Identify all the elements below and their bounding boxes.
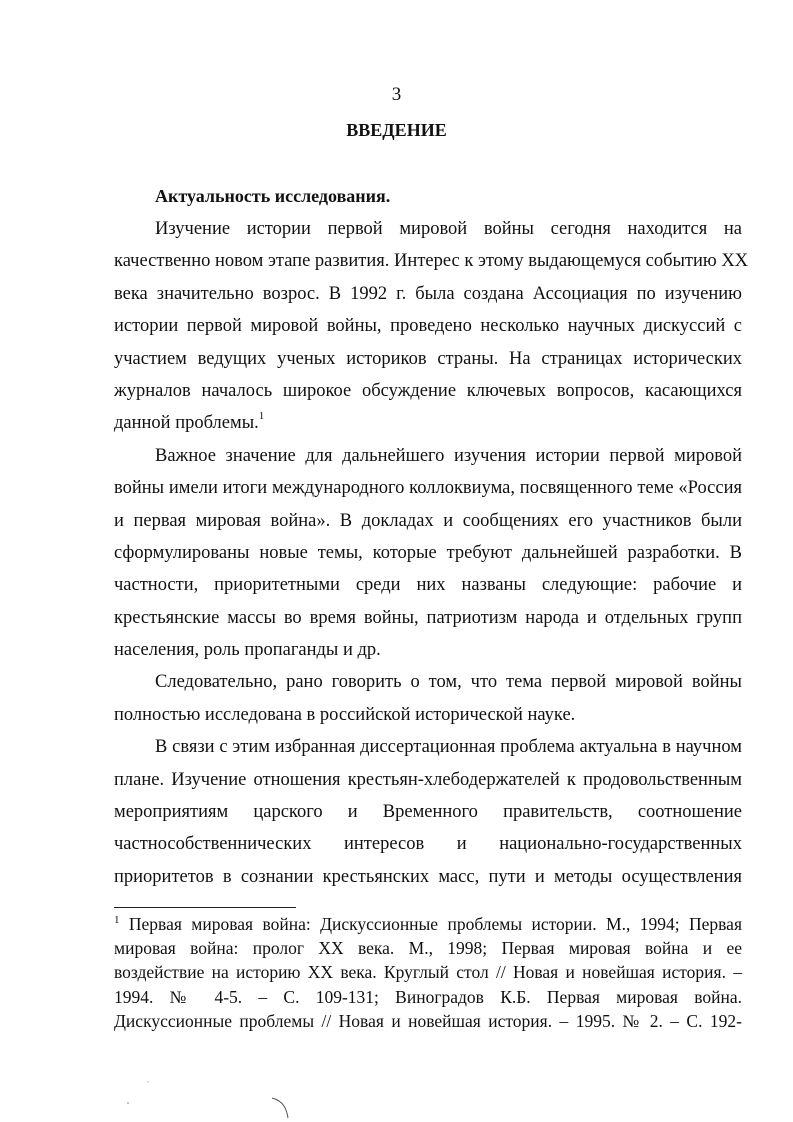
text-line: частнособственнических интересов и национально-государственных (114, 834, 742, 855)
text-line: качественно новом этапе развития. Интерес к этому выдающемуся событию XX (114, 251, 749, 272)
text-line (114, 407, 742, 439)
paragraph (114, 731, 742, 893)
text-line: Следовательно, рано говорить о том, что тема первой мировой войны (155, 672, 742, 693)
body-text (114, 213, 749, 893)
text-line: плане. Изучение отношения крестьян-хлебодержателей к продовольственным (114, 769, 742, 790)
text-line: приоритетов в сознании крестьянских масс, пути и методы осуществления (114, 866, 742, 887)
section-subheading: Актуальность исследования. (155, 186, 391, 206)
footnote-reference: 1 (258, 410, 265, 423)
text-line: В связи с этим избранная диссертационная проблема актуальна в научном (155, 737, 742, 758)
footnote (114, 912, 742, 1033)
text-line: крестьянские массы во время войны, патриотизм народа и отдельных групп (114, 607, 742, 628)
text-line: истории первой мировой войны, проведено несколько научных дискуссий с (114, 316, 742, 337)
footnote-line: мировая война: пролог XX века. М., 1998; Первая мировая война и ее (114, 938, 742, 959)
text-line: журналов началось широкое обсуждение ключевых вопросов, касающихся (114, 380, 742, 401)
page-heading: ВВЕДЕНИЕ (346, 120, 447, 140)
text-line: века значительно возрос. В 1992 г. была создана Ассоциация по изучению (114, 283, 742, 304)
footnote-number: 1 (114, 914, 120, 926)
footnote-line-content: Первая мировая война: Дискуссионные проблемы истории. М., 1994; Первая (128, 914, 742, 934)
text-line: участием ведущих ученых историков страны. На страницах исторических (114, 348, 742, 369)
text-line: Изучение истории первой мировой войны сегодня находится на (155, 219, 742, 239)
footnote-line: воздействие на историю XX века. Круглый стол // Новая и новейшая история. – (114, 962, 742, 983)
footnote-line (114, 912, 742, 936)
text-line: полностью исследована в российской исторической науке. (114, 704, 576, 725)
text-line: и первая мировая война». В докладах и сообщениях его участников были (114, 510, 742, 531)
paragraph (114, 213, 749, 440)
text-line: войны имели итоги международного коллоквиума, посвященного теме «Россия (114, 478, 742, 499)
text-line: мероприятиям царского и Временного правительств, соотношение (114, 802, 742, 823)
text-line: населения, роль пропаганды и др. (114, 640, 381, 661)
text-line: частности, приоритетными среди них названы следующие: рабочие и (114, 575, 742, 596)
paragraph (114, 440, 742, 667)
text-line: сформулированы новые темы, которые требуют дальнейшей разработки. В (114, 542, 742, 563)
paragraph (114, 666, 742, 731)
footnote-separator (114, 907, 296, 908)
footnote-line: 1994. № 4-5. – С. 109-131; Виноградов К.Б. Первая мировая война. (114, 986, 742, 1007)
text-line: Важное значение для дальнейшего изучения истории первой мировой (155, 445, 742, 466)
page-number: 3 (391, 84, 402, 105)
text-line-content: данной проблемы. (114, 413, 259, 434)
footnote-line: Дискуссионные проблемы // Новая и новейшая история. – 1995. № 2. – С. 192- (114, 1010, 742, 1031)
